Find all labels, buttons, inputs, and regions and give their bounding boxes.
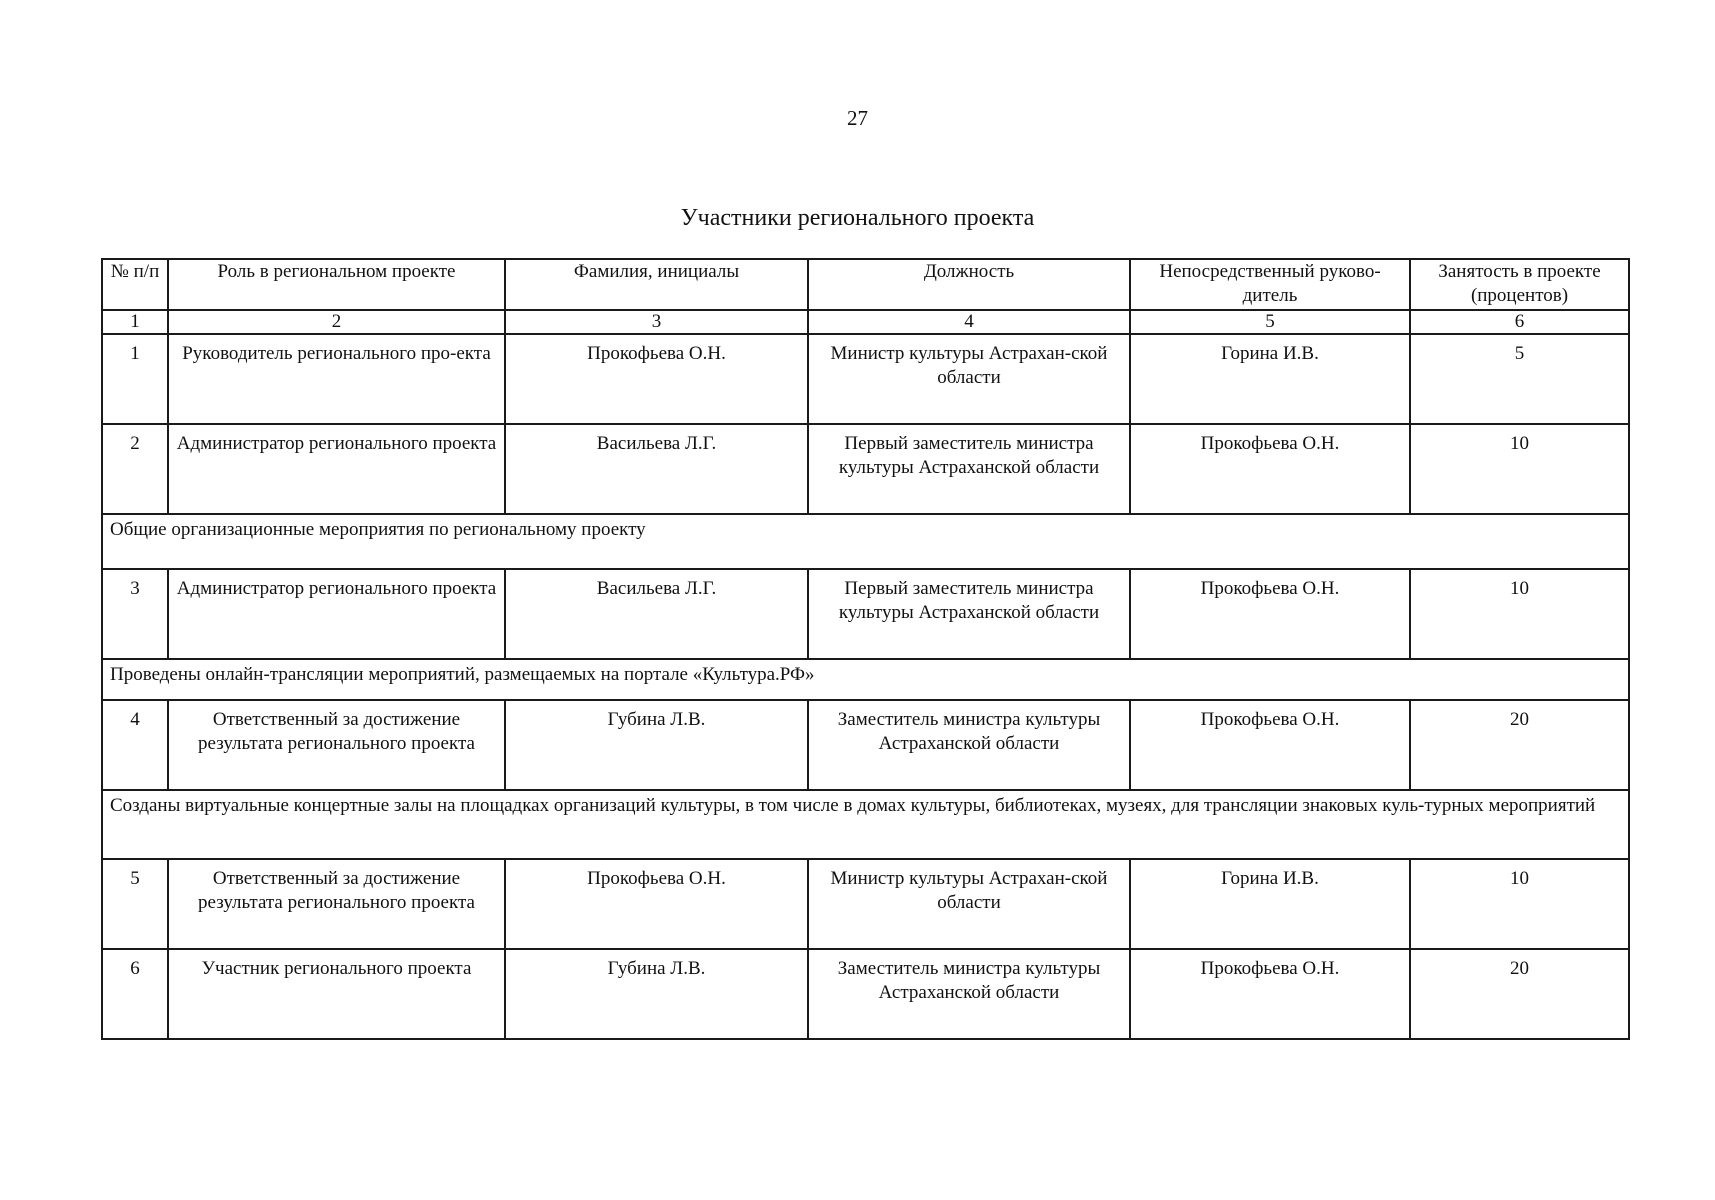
header-number: № п/п <box>102 259 168 310</box>
section-row <box>102 659 1629 700</box>
section-heading <box>102 790 1629 859</box>
row-name: Васильева Л.Г. <box>505 569 808 659</box>
row-number: 4 <box>102 700 168 790</box>
row-supervisor: Горина И.В. <box>1130 334 1410 424</box>
row-supervisor: Прокофьева О.Н. <box>1130 569 1410 659</box>
participants-table <box>101 258 1630 1040</box>
header-supervisor: Непосредственный руково-дитель <box>1130 259 1410 310</box>
row-role: Руководитель регионального про-екта <box>168 334 505 424</box>
row-supervisor: Прокофьева О.Н. <box>1130 949 1410 1039</box>
section-heading-text: Созданы виртуальные концертные залы на площадках организаций культуры, в том числе в домах культуры, библиотеках, музеях, для трансляции знаковых куль-турных мероприятий <box>110 795 1596 816</box>
row-employment: 5 <box>1410 334 1629 424</box>
row-number: 5 <box>102 859 168 949</box>
table-row <box>102 569 1629 659</box>
row-name: Губина Л.В. <box>505 700 808 790</box>
row-employment: 20 <box>1410 700 1629 790</box>
row-name: Прокофьева О.Н. <box>505 334 808 424</box>
row-name: Губина Л.В. <box>505 949 808 1039</box>
header-employment: Занятость в проекте (процентов) <box>1410 259 1629 310</box>
row-role: Участник регионального проекта <box>168 949 505 1039</box>
row-number: 6 <box>102 949 168 1039</box>
row-position: Заместитель министра культуры Астраханской области <box>808 949 1130 1039</box>
section-heading-text: Проведены онлайн-трансляции мероприятий, размещаемых на портале «Культура.РФ» <box>110 664 815 685</box>
header-name: Фамилия, инициалы <box>505 259 808 310</box>
row-name: Прокофьева О.Н. <box>505 859 808 949</box>
header-position: Должность <box>808 259 1130 310</box>
table-header-row <box>102 259 1629 310</box>
row-position: Заместитель министра культуры Астраханской области <box>808 700 1130 790</box>
row-supervisor: Горина И.В. <box>1130 859 1410 949</box>
table-row <box>102 859 1629 949</box>
section-row <box>102 514 1629 569</box>
row-employment: 10 <box>1410 859 1629 949</box>
row-number: 1 <box>102 334 168 424</box>
row-supervisor: Прокофьева О.Н. <box>1130 424 1410 514</box>
table-row <box>102 949 1629 1039</box>
table-row <box>102 424 1629 514</box>
column-number: 4 <box>808 310 1130 334</box>
section-heading <box>102 659 1629 700</box>
row-role: Ответственный за достижение результата регионального проекта <box>168 700 505 790</box>
column-number: 5 <box>1130 310 1410 334</box>
row-role: Ответственный за достижение результата регионального проекта <box>168 859 505 949</box>
column-number: 2 <box>168 310 505 334</box>
row-position: Министр культуры Астрахан-ской области <box>808 334 1130 424</box>
section-heading-text: Общие организационные мероприятия по региональному проекту <box>110 519 646 540</box>
row-name: Васильева Л.Г. <box>505 424 808 514</box>
page-number: 27 <box>847 106 868 130</box>
column-number: 1 <box>102 310 168 334</box>
header-role: Роль в региональном проекте <box>168 259 505 310</box>
column-number-row <box>102 310 1629 334</box>
section-row <box>102 790 1629 859</box>
row-position: Министр культуры Астрахан-ской области <box>808 859 1130 949</box>
column-number: 6 <box>1410 310 1629 334</box>
row-position: Первый заместитель министра культуры Астраханской области <box>808 569 1130 659</box>
row-position: Первый заместитель министра культуры Астраханской области <box>808 424 1130 514</box>
document-title: Участники регионального проекта <box>680 205 1035 231</box>
row-number: 3 <box>102 569 168 659</box>
table-row <box>102 334 1629 424</box>
row-supervisor: Прокофьева О.Н. <box>1130 700 1410 790</box>
row-number: 2 <box>102 424 168 514</box>
row-role: Администратор регионального проекта <box>168 569 505 659</box>
row-employment: 10 <box>1410 424 1629 514</box>
row-employment: 20 <box>1410 949 1629 1039</box>
section-heading <box>102 514 1629 569</box>
row-role: Администратор регионального проекта <box>168 424 505 514</box>
column-number: 3 <box>505 310 808 334</box>
row-employment: 10 <box>1410 569 1629 659</box>
table-row <box>102 700 1629 790</box>
